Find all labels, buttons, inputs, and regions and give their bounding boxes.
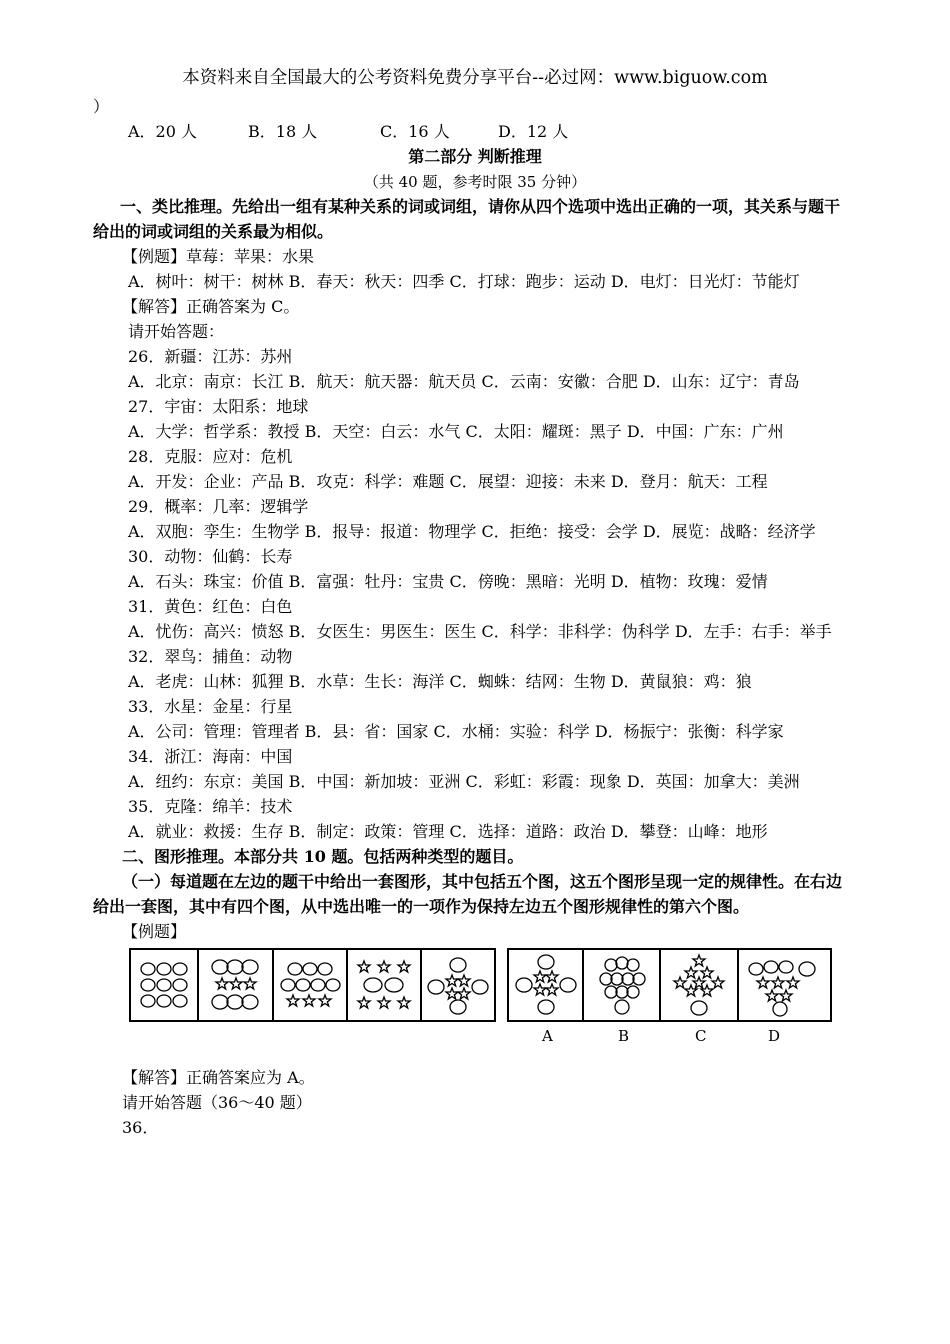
part2-instruction-line2: 给出一套图，其中有四个图，从中选出唯一的一项作为保持左边五个图形规律性的第六个图。	[93, 897, 750, 916]
question-27-options: A．大学：哲学系：教授 B．天空：白云：水气 C．太阳：耀斑：黑子 D．中国：广东：广州	[128, 422, 784, 441]
option-figure-a	[516, 955, 576, 1014]
prev-question-tail: ）	[93, 97, 110, 116]
prev-option-a: A．20 人	[128, 122, 198, 141]
stem-figure-5	[428, 958, 488, 1014]
stem-figure-2	[212, 960, 258, 1009]
question-36-number: 36．	[122, 1118, 159, 1137]
option-label-a: A	[542, 1027, 553, 1045]
part2-instruction-line1: （一）每道题在左边的题干中给出一套图形，其中包括五个图，这五个图形呈现一定的规律性。在右边	[122, 872, 843, 891]
page-header: 本资料来自全国最大的公考资料免费分享平台--必过网：www.biguow.com	[182, 68, 768, 88]
figure-puzzle-drawing	[128, 945, 833, 1025]
example-question: 【例题】草莓：苹果：水果	[122, 247, 315, 266]
stem-frame	[130, 949, 495, 1021]
option-label-b: B	[618, 1027, 630, 1045]
question-30-stem: 30．动物：仙鹤：长寿	[128, 547, 293, 566]
question-34-stem: 34．浙江：海南：中国	[128, 747, 293, 766]
question-26-options: A．北京：南京：长江 B．航天：航天器：航天员 C．云南：安徽：合肥 D．山东：辽宁：青岛	[128, 372, 800, 391]
question-35-stem: 35．克隆：绵羊：技术	[128, 797, 293, 816]
prev-option-b: B．18 人	[248, 122, 318, 141]
option-figure-b	[600, 957, 645, 1014]
question-30-options: A．石头：珠宝：价值 B．富强：牡丹：宝贵 C．傍晚：黑暗：光明 D．植物：玫瑰：爱情	[128, 572, 768, 591]
part2-title: 二、图形推理。本部分共 10 题。包括两种类型的题目。	[122, 847, 524, 866]
question-28-stem: 28．克服：应对：危机	[128, 447, 293, 466]
question-34-options: A．纽约：东京：美国 B．中国：新加坡：亚洲 C．彩虹：彩霞：现象 D．英国：加拿大：美洲	[128, 772, 800, 791]
example-options: A．树叶：树干：树林 B．春天：秋天：四季 C．打球：跑步：运动 D．电灯：日光灯：节能灯	[128, 272, 800, 291]
question-31-options: A．忧伤：高兴：愤怒 B．女医生：男医生：医生 C．科学：非科学：伪科学 D．左手：右手：举手	[128, 622, 832, 641]
options-frame	[508, 949, 831, 1021]
question-26-stem: 26．新疆：江苏：苏州	[128, 347, 293, 366]
section-title: 第二部分 判断推理	[408, 147, 542, 166]
question-27-stem: 27．宇宙：太阳系：地球	[128, 397, 309, 416]
figure-puzzle	[128, 945, 833, 1055]
start-prompt: 请开始答题：	[128, 322, 225, 341]
question-32-options: A．老虎：山林：狐狸 B．水草：生长：海洋 C．蜘蛛：结网：生物 D．黄鼠狼：鸡：狼	[128, 672, 752, 691]
example2-answer: 【解答】正确答案应为 A。	[122, 1068, 315, 1087]
question-31-stem: 31．黄色：红色：白色	[128, 597, 293, 616]
part1-instruction-line1: 一、类比推理。先给出一组有某种关系的词或词组，请你从四个选项中选出正确的一项，其关系与题干	[120, 197, 841, 216]
option-figure-d	[749, 961, 815, 1016]
example-answer: 【解答】正确答案为 C。	[122, 297, 300, 316]
option-label-d: D	[768, 1027, 781, 1045]
option-figure-c	[674, 955, 724, 1015]
question-28-options: A．开发：企业：产品 B．攻克：科学：难题 C．展望：迎接：未来 D．登月：航天：工程	[128, 472, 768, 491]
section-subtitle: （共 40 题，参考时限 35 分钟）	[363, 173, 587, 191]
prev-option-d: D．12 人	[498, 122, 569, 141]
part1-instruction-line2: 给出的词或词组的关系最为相似。	[93, 222, 334, 241]
start-prompt-2: 请开始答题（36～40 题）	[122, 1093, 312, 1112]
question-32-stem: 32．翠鸟：捕鱼：动物	[128, 647, 293, 666]
stem-figure-4	[358, 961, 410, 1008]
question-35-options: A．就业：救援：生存 B．制定：政策：管理 C．选择：道路：政治 D．攀登：山峰：地形	[128, 822, 768, 841]
question-29-options: A．双胞：孪生：生物学 B．报导：报道：物理学 C．拒绝：接受：会学 D．展览：战略：经济学	[128, 522, 816, 541]
question-29-stem: 29．概率：几率：逻辑学	[128, 497, 309, 516]
option-label-c: C	[695, 1027, 707, 1045]
question-33-options: A．公司：管理：管理者 B．县：省：国家 C．水桶：实验：科学 D．杨振宁：张衡：科学家	[128, 722, 784, 741]
question-33-stem: 33．水星：金星：行星	[128, 697, 293, 716]
prev-option-c: C．16 人	[380, 122, 450, 141]
stem-figure-1	[141, 963, 187, 1007]
example2-label: 【例题】	[122, 922, 187, 941]
stem-figure-3	[281, 963, 340, 1006]
